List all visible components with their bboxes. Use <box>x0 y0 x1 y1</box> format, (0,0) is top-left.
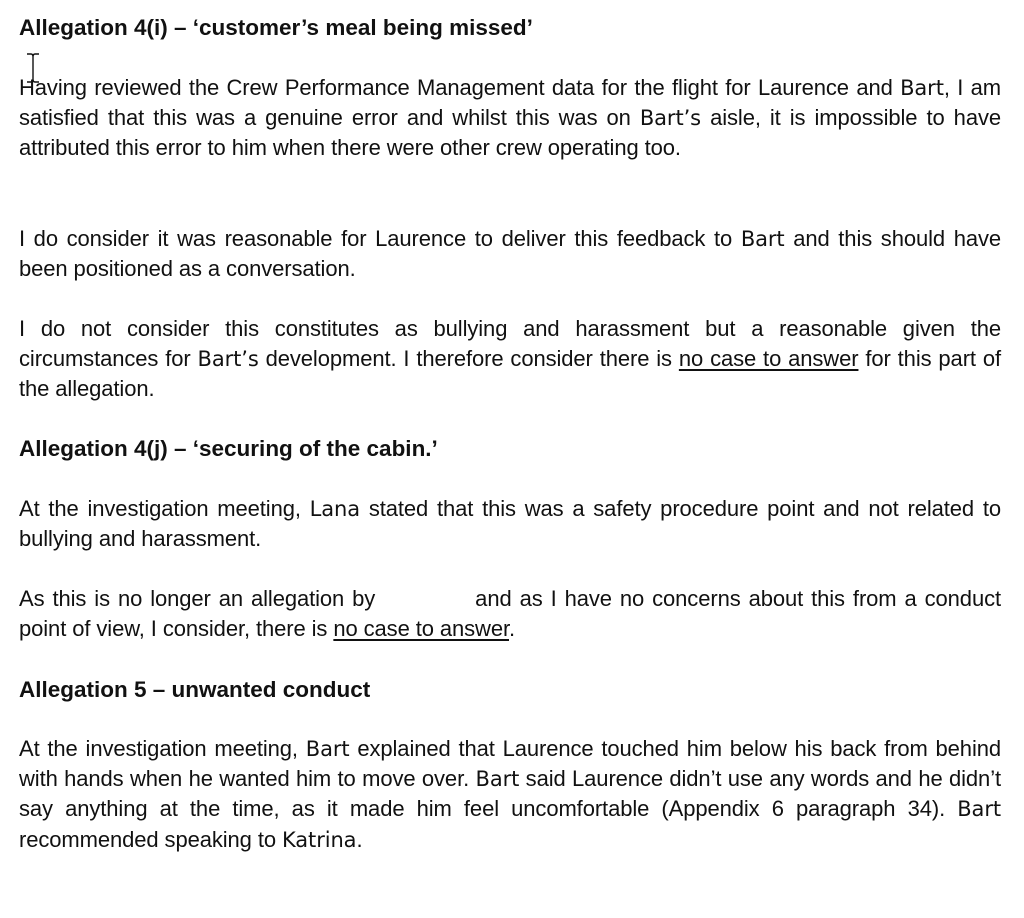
text: At the investigation meeting, <box>19 736 306 761</box>
name-barts: Bart’s <box>639 106 702 131</box>
text: Having reviewed the Crew Performance Management data for the flight for Laurence and <box>19 75 901 100</box>
heading-allegation-5: Allegation 5 – unwanted conduct <box>19 677 371 702</box>
paragraph-4j-conclusion <box>19 584 1001 644</box>
text: development. I therefore consider there is <box>258 346 679 372</box>
no-case-to-answer: no case to answer <box>333 616 509 642</box>
name-barts: Bart’s <box>197 347 259 372</box>
text-cursor-icon <box>26 52 40 84</box>
paragraph-4i-review <box>19 73 1001 164</box>
name-bart: Bart <box>740 227 785 251</box>
text: and this should have been positioned as a conversation. <box>19 226 1001 282</box>
name-bart: Bart <box>957 797 1001 822</box>
text: and as I have no concerns about this from a conduct point of view, I consider, there is <box>19 586 1001 642</box>
text: . <box>356 826 363 852</box>
text: recommended speaking to <box>19 826 282 852</box>
name-lana: Lana <box>309 497 361 521</box>
heading-allegation-4i: Allegation 4(i) – ‘customer’s meal being missed’ <box>19 15 533 40</box>
paragraph-4j-meeting <box>19 494 1001 554</box>
name-bart: Bart <box>900 76 944 100</box>
text: As this is no longer an allegation by <box>19 586 376 611</box>
name-katrina: Katrina <box>281 827 357 852</box>
text: . <box>509 616 516 642</box>
text: for this part of the allegation. <box>19 346 1001 402</box>
text: I do consider it was reasonable for Laurence to deliver this feedback to <box>19 226 741 251</box>
name-bart: Bart <box>305 737 350 761</box>
text: At the investigation meeting, <box>19 496 310 521</box>
no-case-to-answer: no case to answer <box>678 346 859 372</box>
text: explained that Laurence touched him below his back from behind with hands when he wanted him to move over. <box>19 736 1001 792</box>
heading-allegation-4j: Allegation 4(j) – ‘securing of the cabin.’ <box>19 436 438 461</box>
paragraph-4i-feedback <box>19 224 1001 284</box>
text: stated that this was a safety procedure point and not related to bullying and harassment. <box>19 496 1001 552</box>
paragraph-4i-conclusion <box>19 314 1001 405</box>
text: , I am satisfied that this was a genuine error and whilst this was on <box>19 75 1001 131</box>
name-bart: Bart <box>475 767 520 792</box>
text: aisle, it is impossible to have attributed this error to him when there were other crew operating too. <box>19 105 1001 161</box>
text: I do not consider this constitutes as bullying and harassment but a reasonable given the circumstances for <box>19 316 1001 372</box>
paragraph-5-meeting <box>19 734 1001 855</box>
text: said Laurence didn’t use any words and he didn’t say anything at the time, as it made him feel uncomfortable (Appendix 6 paragraph 34). <box>19 766 1001 822</box>
